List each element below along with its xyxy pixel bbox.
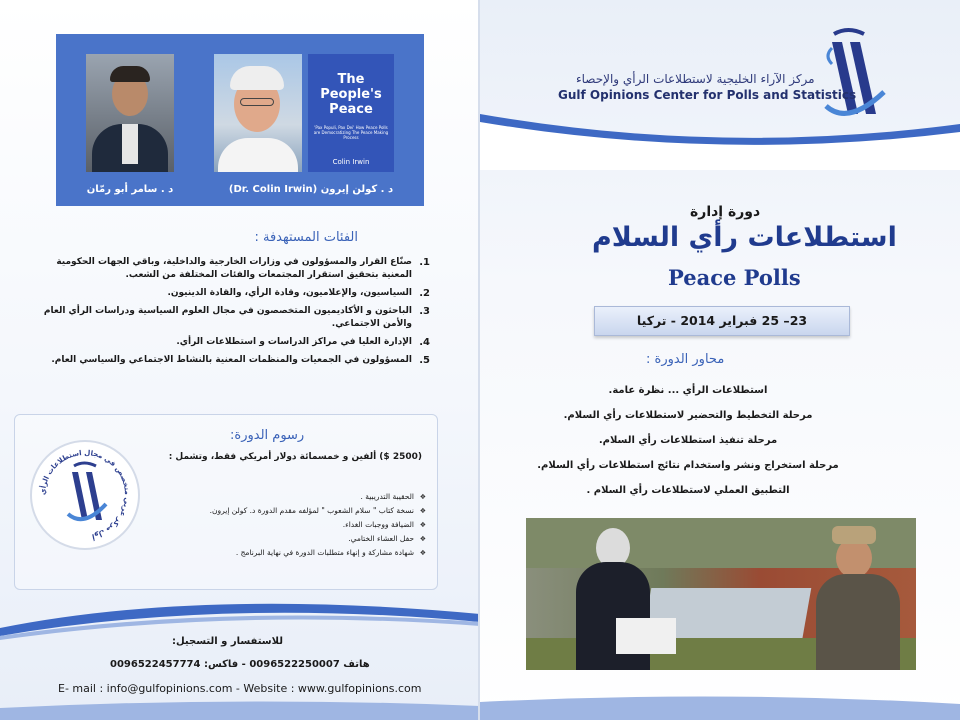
contact-label: للاستفسار و التسجيل:: [172, 636, 283, 647]
photo-samer-abu-romman: [86, 54, 174, 172]
footer-wave-decoration: [0, 698, 480, 720]
caption-samer-abu-romman: د . سامر أبو رمّان: [86, 184, 174, 195]
list-item: استطلاعات الرأي ... نظرة عامة.: [608, 385, 768, 396]
fees-title: رسوم الدورة:: [230, 428, 305, 443]
list-item: 1. صنّاع القرار والمسؤولون في وزارات الخارجية والداخلية، وباقي الجهات الحكومية المعنية بتحقيق استقرار المجتمعات والفئات المختلفة من الشعب.: [56, 257, 430, 280]
fees-description: (2500 $) ألفين و خمسمائة دولار أمريكي فقط، وتشمل :: [168, 452, 422, 462]
list-item: ❖ حفل العشاء الختامي.: [170, 532, 426, 546]
speakers-photo-block: [56, 34, 424, 206]
list-item: ❖ الضيافة ووجبات الغداء.: [170, 518, 426, 532]
list-item: ❖ شهادة مشاركة و إنهاء متطلبات الدورة في نهاية البرنامج .: [170, 546, 426, 560]
list-item: ❖ نسخة كتاب " سلام الشعوب " لمؤلفه مقدم الدورة د. كولن إيرون.: [170, 504, 426, 518]
book-title: The People's Peace: [320, 72, 382, 117]
brochure-front-panel: [480, 0, 960, 720]
target-groups-title: الفئات المستهدفة :: [254, 230, 358, 245]
course-topics-title: محاور الدورة :: [646, 352, 725, 367]
center-name-arabic: مركز الآراء الخليجية لاستطلاعات الرأي والإحصاء: [576, 72, 815, 86]
list-item: مرحلة التخطيط والتحضير لاستطلاعات رأي السلام.: [563, 410, 813, 421]
course-title-arabic: استطلاعات رأي السلام: [592, 222, 897, 253]
seal-emblem-icon: [32, 442, 138, 548]
fees-included-list: [170, 490, 426, 560]
list-item: 4. الإدارة العليا في مراكز الدراسات و استطلاعات الرأي.: [176, 337, 430, 348]
gulf-opinions-seal-logo: [30, 440, 140, 550]
course-title-english: Peace Polls: [668, 265, 801, 290]
seal-text: أول مركز عربي متخصص في مجال استطلاعات الرأي: [38, 448, 132, 541]
contact-phones: هاتف 0096522250007 - فاكس: 0096522457774: [110, 659, 370, 670]
list-item: 2. السياسيون، والإعلاميون، وقادة الرأي، والقادة الدينيون.: [167, 288, 430, 299]
photo-colin-irwin: [214, 54, 302, 172]
photo-interview-meeting: [526, 518, 916, 670]
book-cover-peoples-peace: [308, 54, 394, 172]
list-item: مرحلة تنفيذ استطلاعات رأي السلام.: [598, 435, 778, 446]
list-item: ❖ الحقيبة التدريبية .: [170, 490, 426, 504]
gulf-opinions-logo: [818, 26, 894, 122]
caption-colin-irwin: د . كولن إيرون (Dr. Colin Irwin): [228, 184, 394, 195]
course-date-bar: 23– 25 فبراير 2014 - تركيا: [594, 306, 850, 336]
list-item: 5. المسؤولون في الجمعيات والمنظمات المعنية بالنشاط الاجتماعي والسياسي العام.: [51, 355, 430, 366]
book-subtitle: 'Pax Populi, Pax Dei' How Peace Polls are Democratizing The Peace Making Process: [313, 125, 389, 140]
contact-email-website: E- mail : info@gulfopinions.com - Website : www.gulfopinions.com: [58, 682, 422, 695]
center-name-english: Gulf Opinions Center for Polls and Statistics: [558, 88, 857, 102]
target-groups-list: [26, 256, 430, 372]
list-item: 3. الباحثون و الأكاديميون المتخصصون في مجال العلوم السياسية ودراسات الرأي العام والأمن الاجتماعي.: [43, 306, 430, 329]
book-author: Colin Irwin: [332, 158, 370, 166]
course-topics-list: [530, 378, 846, 503]
list-item: مرحلة استخراج ونشر واستخدام نتائج استطلاعات رأي السلام.: [537, 460, 839, 471]
footer-wave-decoration-right: [480, 690, 960, 720]
course-label: دورة إدارة: [690, 204, 761, 220]
list-item: التطبيق العملي لاستطلاعات رأي السلام .: [586, 485, 790, 496]
bottom-wave-decoration: [0, 592, 480, 642]
